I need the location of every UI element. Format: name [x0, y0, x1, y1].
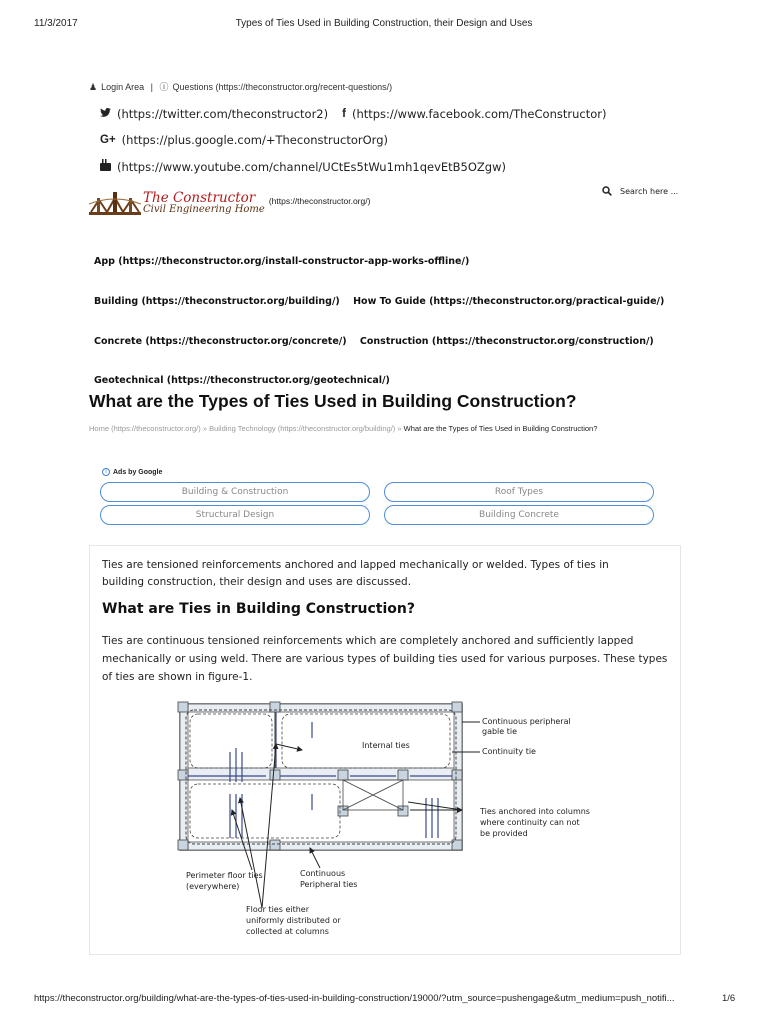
page-number: 1/6 [722, 993, 736, 1004]
site-logo[interactable] [89, 190, 370, 218]
twitter-icon [100, 108, 111, 120]
nav-row-2 [94, 296, 674, 307]
google-plus-icon: G+ [100, 134, 116, 146]
facebook-icon: f [342, 108, 346, 120]
nav-item-construction[interactable]: Construction (https://theconstructor.org/construction/) [359, 336, 654, 347]
nav-item-app[interactable]: App (https://theconstructor.org/install-constructor-app-works-offline/) [94, 256, 470, 267]
topbar [89, 80, 396, 93]
svg-text:uniformly distributed or: uniformly distributed or [246, 916, 341, 925]
twitter-link[interactable]: (https://twitter.com/theconstructor2) [117, 107, 329, 121]
topbar-separator: | [150, 82, 153, 92]
nav-row-4 [94, 375, 400, 386]
question-icon: ⓘ [159, 82, 169, 92]
nav-item-concrete[interactable]: Concrete (https://theconstructor.org/concrete/) [94, 336, 347, 347]
svg-text:collected at columns: collected at columns [246, 927, 329, 936]
print-date: 11/3/2017 [34, 18, 78, 29]
print-header [0, 18, 768, 32]
nav-item-geotechnical[interactable]: Geotechnical (https://theconstructor.org/geotechnical/) [94, 375, 390, 386]
label-anchored-ties: Ties anchored into columns [480, 807, 590, 816]
google-plus-link[interactable]: (https://plus.google.com/+TheconstructorOrg) [121, 133, 388, 147]
figure-labels [186, 717, 590, 936]
user-icon: ♟ [89, 82, 98, 92]
youtube-link[interactable]: (https://www.youtube.com/channel/UCtEs5tWu1mh1qevEtB5OZgw) [117, 159, 506, 174]
search-icon[interactable] [602, 186, 612, 196]
bridge-logo-icon [89, 190, 141, 218]
ads-label-text: Ads by Google [113, 468, 163, 476]
article-body: Ties are continuous tensioned reinforcements which are completely anchored and sufficiently lapped mechanically or using weld. There are various types of building ties used for various purposes. These types of ties are shown in figure-1. [102, 635, 668, 683]
youtube-icon [100, 159, 111, 174]
ad-button[interactable]: Structural Design [100, 505, 370, 525]
ad-button[interactable]: Building Concrete [384, 505, 654, 525]
svg-text:Peripheral ties: Peripheral ties [300, 880, 358, 889]
article-intro: Ties are tensioned reinforcements anchored and lapped mechanically or welded. Types of ties in building construction, their design and uses are discussed. [102, 559, 609, 588]
questions-link[interactable]: Questions (https://theconstructor.org/recent-questions/) [172, 82, 393, 92]
svg-text:(everywhere): (everywhere) [186, 882, 240, 891]
ads-label[interactable] [102, 468, 162, 476]
search-box[interactable] [602, 186, 678, 196]
section-heading: What are Ties in Building Construction? [102, 601, 416, 617]
breadcrumb-category[interactable]: Building Technology (https://theconstructor.org/building/) [209, 424, 396, 433]
logo-url[interactable]: (https://theconstructor.org/) [268, 196, 371, 206]
login-link[interactable]: Login Area [101, 82, 145, 92]
nav-row-1 [94, 256, 479, 267]
nav-row-3 [94, 336, 664, 347]
nav-item-building[interactable]: Building (https://theconstructor.org/building/) [94, 296, 340, 307]
search-placeholder[interactable]: Search here ... [620, 186, 679, 196]
label-perimeter-floor-ties: Perimeter floor ties [186, 871, 263, 880]
svg-text:where continuity can not: where continuity can not [480, 818, 580, 827]
label-peripheral-gable: Continuous peripheral [482, 717, 571, 726]
breadcrumb-separator: » [397, 424, 402, 433]
label-continuity-tie: Continuity tie [482, 747, 536, 756]
ad-button[interactable]: Building & Construction [100, 482, 370, 502]
breadcrumb-separator: » [202, 424, 207, 433]
facebook-link[interactable]: (https://www.facebook.com/TheConstructor) [351, 107, 607, 121]
logo-tagline: Civil Engineering Home [143, 204, 265, 215]
social-row-1 [100, 107, 606, 121]
nav-item-howto[interactable]: How To Guide (https://theconstructor.org/practical-guide/) [353, 296, 665, 307]
svg-text:be provided: be provided [480, 829, 528, 838]
svg-text:gable tie: gable tie [482, 727, 518, 736]
social-row-3 [100, 159, 506, 174]
footer-url: https://theconstructor.org/building/what-are-the-types-of-ties-used-in-building-construction/19000/?utm_source=pushengage&utm_medium=push_notifi... [34, 993, 675, 1004]
breadcrumb-home[interactable]: Home (https://theconstructor.org/) [89, 424, 201, 433]
breadcrumb [89, 424, 597, 433]
ties-diagram-figure [176, 698, 596, 943]
logo-name: The Constructor [143, 190, 256, 206]
ad-button[interactable]: Roof Types [384, 482, 654, 502]
label-floor-ties: Floor ties either [246, 905, 309, 914]
breadcrumb-current: What are the Types of Ties Used in Building Construction? [403, 424, 598, 433]
label-continuous-peripheral: Continuous [300, 869, 346, 878]
info-icon[interactable]: i [102, 468, 110, 476]
label-internal-ties: Internal ties [362, 741, 410, 750]
print-doc-title: Types of Ties Used in Building Construction, their Design and Uses [235, 18, 533, 29]
logo-brand [143, 190, 265, 215]
page-title: What are the Types of Ties Used in Building Construction? [89, 391, 577, 411]
social-row-2 [100, 133, 388, 147]
